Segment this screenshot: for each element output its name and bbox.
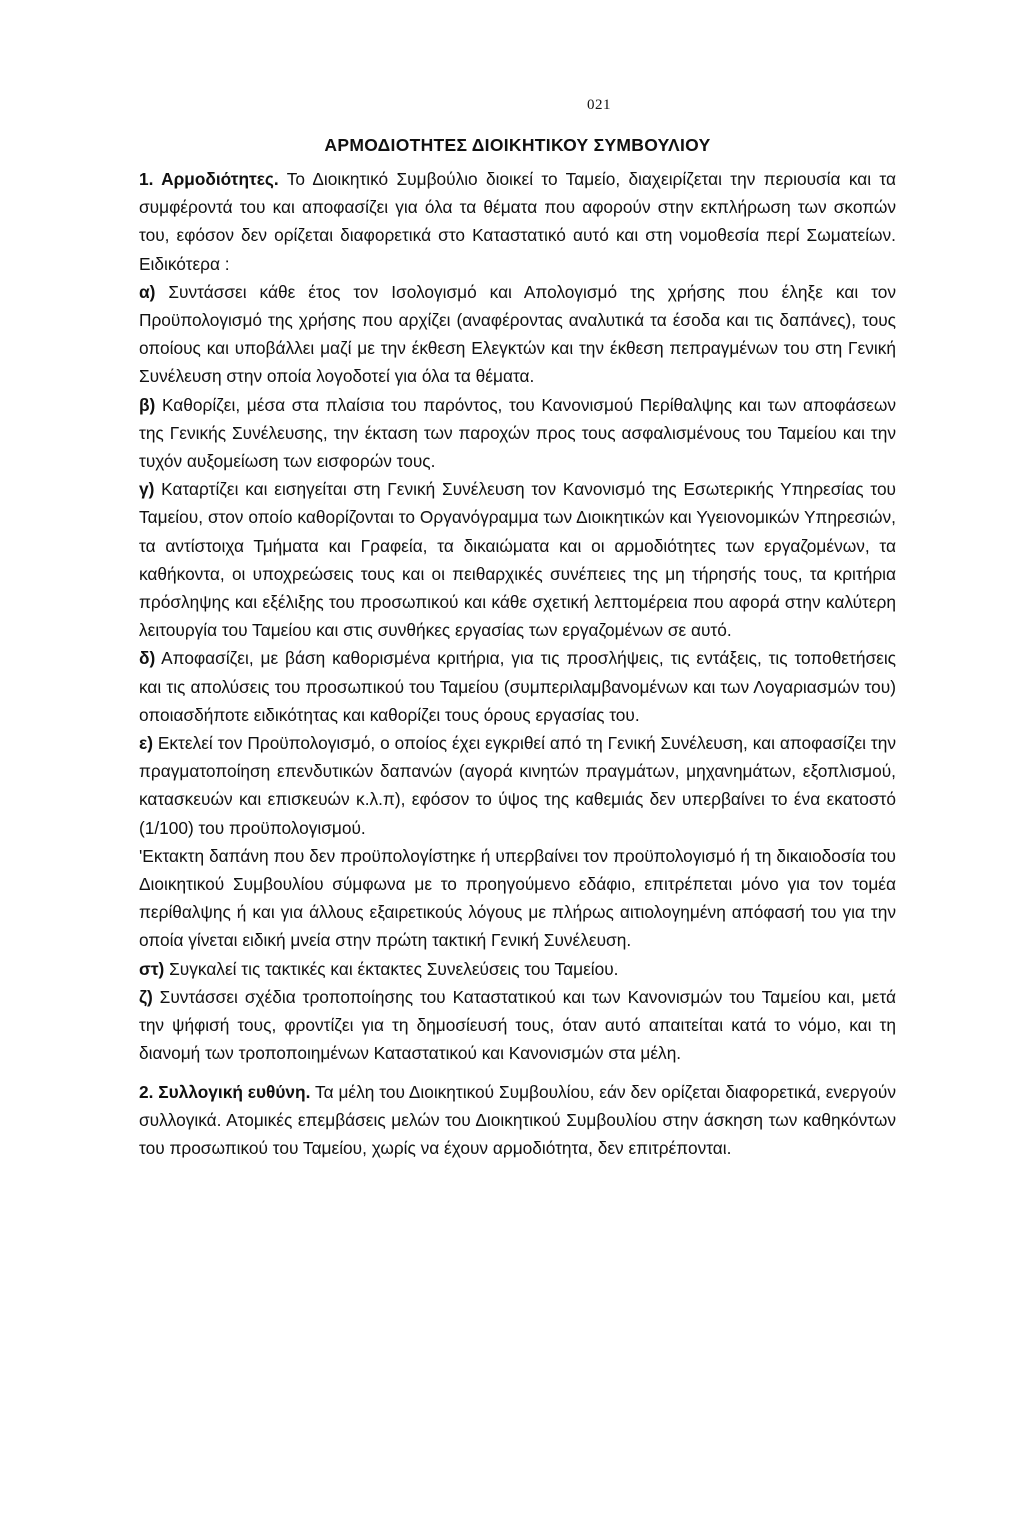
section-1-intro <box>139 165 896 278</box>
item-delta <box>139 644 896 729</box>
item-gamma-marker: γ) <box>139 479 155 500</box>
section-2-title: 2. Συλλογική ευθύνη. <box>139 1081 311 1102</box>
item-alpha-marker: α) <box>139 281 156 302</box>
item-gamma-text: Καταρτίζει και εισηγείται στη Γενική Συνέλευση τον Κανονισμό της Εσωτερικής Υπηρεσίας του Ταμείου, στον οποίο καθορίζονται το Οργανόγραμμα των Διοικητικών και Υγειονομικών Υπηρεσιών, τα αντίστοιχα Τμήματα και Γραφεία, τα δικαιώματα και οι αρμοδιότητες των εργαζομένων, τα καθήκοντα, οι υποχρεώσεις τους και οι πειθαρχικές συνέπειες της μη τήρησής τους, τα κριτήρια πρόσληψης και εξέλιξης του προσωπικού και κάθε σχετική λεπτομέρεια που αφορά στην καλύτερη λειτουργία του Ταμείου και στις συνθήκες εργασίας των εργαζομένων σε αυτό. <box>139 479 896 641</box>
item-alpha <box>139 278 896 391</box>
item-stigma <box>139 955 896 983</box>
item-stigma-marker: στ) <box>139 958 165 979</box>
extraordinary-expense-paragraph: 'Εκτακτη δαπάνη που δεν προϋπολογίστηκε ή υπερβαίνει τον προϋπολογισμό ή τη δικαιοδοσία του Διοικητικού Συμβουλίου σύμφωνα με το προηγούμενο εδάφιο, επιτρέπεται μόνο για τον τομέα περίθαλψης ή και για άλλους εξαιρετικούς λόγους με πλήρως αιτιολογημένη απόφασή του για την οποία γίνεται ειδική μνεία στην πρώτη τακτική Γενική Συνέλευση. <box>139 845 896 951</box>
item-beta <box>139 391 896 476</box>
item-delta-marker: δ) <box>139 648 156 669</box>
item-zeta <box>139 983 896 1068</box>
section-1-intro-text: Το Διοικητικό Συμβούλιο διοικεί το Ταμείο, διαχειρίζεται την περιουσία και τα συμφέροντά του και αποφασίζει για όλα τα θέματα που αφορούν στην εκπλήρωση των σκοπών του, εφόσον δεν ορίζεται διαφορετικά στο Καταστατικό αυτό και στη νομοθεσία περί Σωματείων. Ειδικότερα : <box>139 169 896 274</box>
item-beta-text: Καθορίζει, μέσα στα πλαίσια του παρόντος, του Κανονισμού Περίθαλψης και των αποφάσεων της Γενικής Συνέλευσης, την έκταση των παροχών προς τους ασφαλισμένους του Ταμείου και την τυχόν αυξομείωση των εισφορών τους. <box>139 394 896 472</box>
page-heading: ΑΡΜΟΔΙΟΤΗΤΕΣ ΔΙΟΙΚΗΤΙΚΟΥ ΣΥΜΒΟΥΛΙΟΥ <box>324 135 711 155</box>
item-stigma-text: Συγκαλεί τις τακτικές και έκτακτες Συνελεύσεις του Ταμείου. <box>169 958 619 979</box>
document-body <box>139 165 896 1162</box>
item-epsilon-marker: ε) <box>139 733 153 754</box>
item-zeta-text: Συντάσσει σχέδια τροποποίησης του Καταστατικού και των Κανονισμών του Ταμείου και, μετά την ψήφισή τους, φροντίζει για τη δημοσίευσή τους, όταν αυτό απαιτείται κατά το νόμο, και τη διανομή των τροποποιημένων Καταστατικού και Κανονισμών στα μέλη. <box>139 986 896 1064</box>
item-gamma <box>139 475 896 644</box>
page-number: 021 <box>587 97 611 113</box>
item-epsilon <box>139 729 896 842</box>
item-zeta-marker: ζ) <box>139 986 153 1007</box>
item-alpha-text: Συντάσσει κάθε έτος τον Ισολογισμό και Απολογισμό της χρήσης που έληξε και τον Προϋπολογισμό της χρήσης που αρχίζει (αναφέροντας αναλυτικά τα έσοδα και τις δαπάνες), τους οποίους και υποβάλλει μαζί με την έκθεση Ελεγκτών και την έκθεση πεπραγμένων του στη Γενική Συνέλευση στην οποία λογοδοτεί για όλα τα θέματα. <box>139 281 896 387</box>
item-epsilon-text: Εκτελεί τον Προϋπολογισμό, ο οποίος έχει εγκριθεί από τη Γενική Συνέλευση, και αποφασίζει την πραγματοποίηση επενδυτικών δαπανών (αγορά κινητών πραγμάτων, μηχανημάτων, εξοπλισμού, κατασκευών και επισκευών κ.λ.π), εφόσον το ύψος της καθεμιάς δεν υπερβαίνει το ένα εκατοστό (1/100) του προϋπολογισμού. <box>139 733 896 838</box>
section-2-text: Τα μέλη του Διοικητικού Συμβουλίου, εάν δεν ορίζεται διαφορετικά, ενεργούν συλλογικά. Ατομικές επεμβάσεις μελών του Διοικητικού Συμβουλίου στην άσκηση των καθηκόντων του προσωπικού του Ταμείου, χωρίς να έχουν αρμοδιότητα, δεν επιτρέπονται. <box>139 1081 896 1158</box>
section-1-title: 1. Αρμοδιότητες. <box>139 169 279 189</box>
item-delta-text: Αποφασίζει, με βάση καθορισμένα κριτήρια, για τις προσλήψεις, τις εντάξεις, τις τοποθετήσεις και τις απολύσεις του προσωπικού του Ταμείου (συμπεριλαμβανομένων και των Λογαριασμών του) οποιασδήποτε ειδικότητας και καθορίζει τους όρους εργασίας του. <box>139 648 896 725</box>
section-2 <box>139 1078 896 1163</box>
item-beta-marker: β) <box>139 394 156 415</box>
